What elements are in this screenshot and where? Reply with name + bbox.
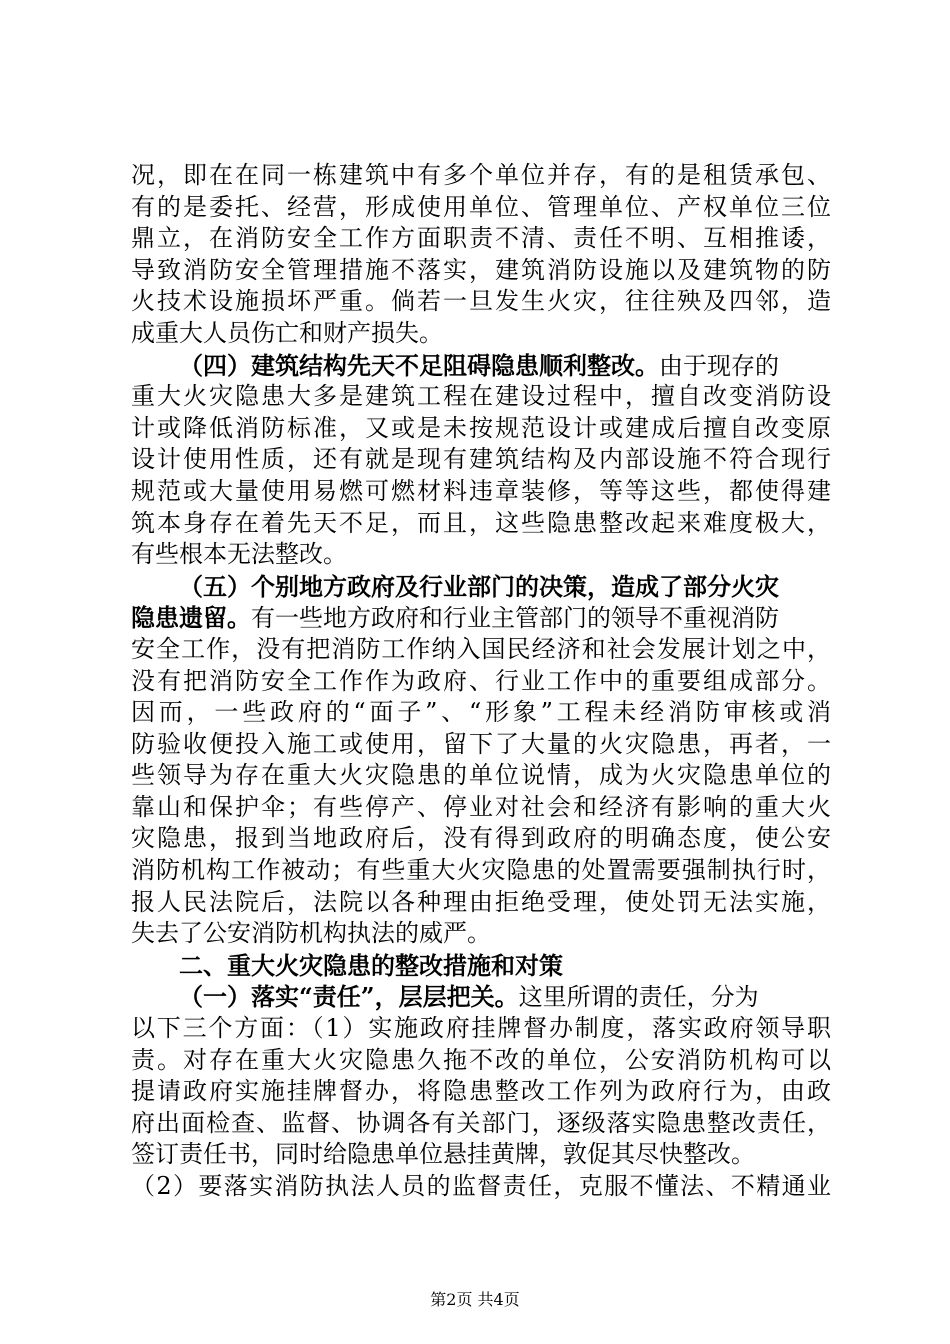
body-line: 有的是委托、经营，形成使用单位、管理单位、产权单位三位: [131, 192, 831, 221]
measure-1-heading: （一）落实“责任”，层层把关。: [179, 982, 519, 1012]
body-line: 重大火灾隐患大多是建筑工程在建设过程中，擅自改变消防设: [131, 382, 831, 411]
body-line: 设计使用性质，还有就是现有建筑结构及内部设施不符合现行: [131, 445, 831, 474]
body-line: 失去了公安消防机构执法的威严。: [131, 919, 491, 948]
section-5-text: 有一些地方政府和行业主管部门的领导不重视消防: [251, 604, 779, 633]
body-line: （2）要落实消防执法人员的监督责任，克服不懂法、不精通业: [131, 1172, 831, 1200]
body-line: 导致消防安全管理措施不落实，建筑消防设施以及建筑物的防: [131, 255, 831, 284]
body-line: 以下三个方面：（1）实施政府挂牌督办制度，落实政府领导职: [131, 1014, 831, 1043]
section-5-heading-end: 隐患遗留。: [131, 603, 251, 633]
body-line: 安全工作，没有把消防工作纳入国民经济和社会发展计划之中，: [131, 634, 831, 663]
body-line: 责。对存在重大火灾隐患久拖不改的单位，公安消防机构可以: [131, 1045, 831, 1074]
page-footer: 第2页 共4页: [430, 1290, 520, 1309]
body-line: 防验收便投入施工或使用，留下了大量的火灾隐患，再者，一: [131, 729, 831, 758]
body-line: 鼎立，在消防安全工作方面职责不清、责任不明、互相推诿，: [131, 224, 831, 253]
body-line: 府出面检查、监督、协调各有关部门，逐级落实隐患整改责任，: [131, 1108, 831, 1137]
section-4-text: 由于现存的: [659, 351, 779, 380]
section-5-heading: （五）个别地方政府及行业部门的决策，造成了部分火灾: [179, 571, 779, 601]
body-line: 成重大人员伤亡和财产损失。: [131, 318, 443, 347]
section-4-first-line: [131, 350, 831, 382]
body-line: 火技术设施损坏严重。倘若一旦发生火灾，往往殃及四邻，造: [131, 287, 831, 316]
measure-1-text: 这里所谓的责任，分为: [518, 983, 759, 1012]
body-line: 筑本身存在着先天不足，而且，这些隐患整改起来难度极大，: [131, 508, 831, 537]
body-line: 因而，一些政府的“面子”、“形象”工程未经消防审核或消: [131, 698, 831, 727]
body-line: 没有把消防安全工作作为政府、行业工作中的重要组成部分。: [131, 666, 831, 695]
body-line: 签订责任书，同时给隐患单位悬挂黄牌，敦促其尽快整改。: [131, 1140, 755, 1169]
document-body: [131, 160, 831, 1203]
body-line: 报人民法院后，法院以各种理由拒绝受理，使处罚无法实施，: [131, 887, 831, 916]
body-line: 计或降低消防标准，又或是未按规范设计或建成后擅自改变原: [131, 413, 831, 442]
body-line: 靠山和保护伞；有些停产、停业对社会和经济有影响的重大火: [131, 792, 831, 821]
body-line: 些领导为存在重大火灾隐患的单位说情，成为火灾隐患单位的: [131, 761, 831, 790]
body-line: 况，即在在同一栋建筑中有多个单位并存，有的是租赁承包、: [131, 161, 831, 189]
body-line: 有些根本无法整改。: [131, 540, 347, 569]
body-line: 提请政府实施挂牌督办，将隐患整改工作列为政府行为，由政: [131, 1077, 831, 1106]
part-2-heading: 二、重大火灾隐患的整改措施和对策: [179, 950, 563, 980]
body-line: 规范或大量使用易燃可燃材料违章装修，等等这些，都使得建: [131, 476, 831, 505]
body-line: 消防机构工作被动；有些重大火灾隐患的处置需要强制执行时，: [131, 856, 831, 885]
measure-1-first-line: [131, 981, 831, 1013]
section-5-second-line: [131, 602, 831, 634]
section-4-heading: （四）建筑结构先天不足阻碍隐患顺利整改。: [179, 350, 659, 380]
body-line: 灾隐患，报到当地政府后，没有得到政府的明确态度，使公安: [131, 824, 831, 853]
